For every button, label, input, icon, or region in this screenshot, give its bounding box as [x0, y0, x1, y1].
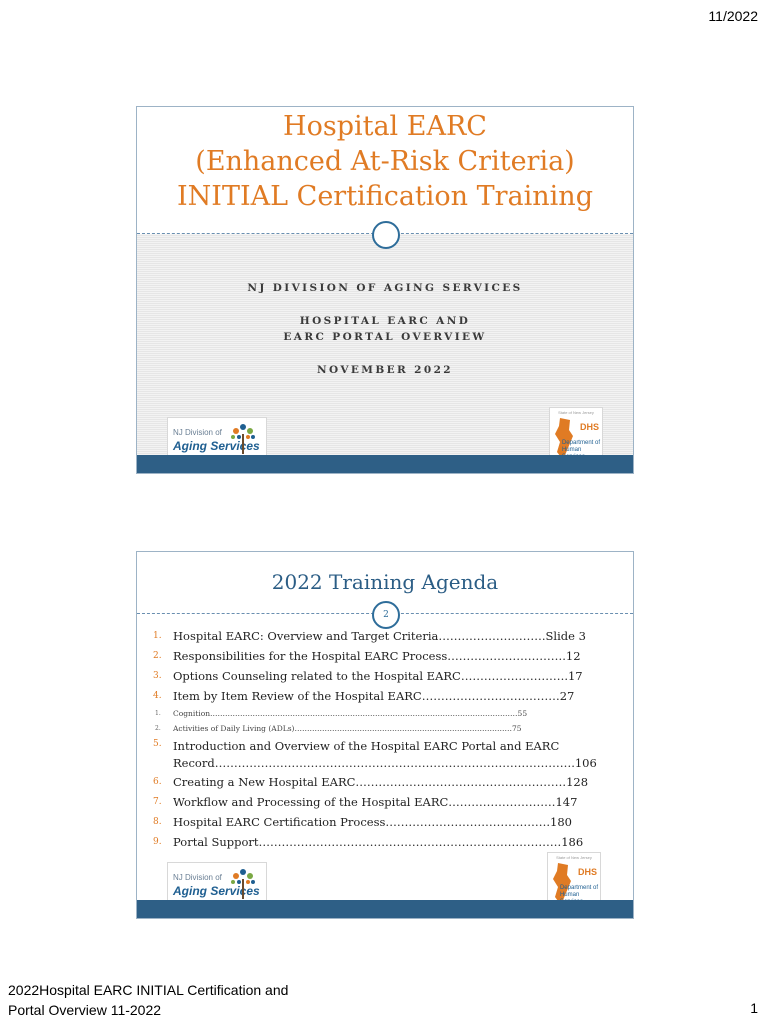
document-footer-title: [8, 980, 288, 1020]
subtitle-line-2: EARC PORTAL OVERVIEW: [283, 331, 487, 343]
agenda-item: [153, 686, 605, 706]
presentation-date: NOVEMBER 2022: [316, 364, 453, 376]
logo-text-1: NJ Division of: [173, 428, 222, 437]
subitem-text: Cognition……………………………………………………………………………………………………………55: [173, 709, 528, 718]
item-number: 2.: [153, 651, 162, 661]
item-text-line-1: Introduction and Overview of the Hospital EARC Portal and EARC: [173, 739, 560, 753]
item-text: Portal Support…………………………………………………………………….186: [173, 835, 584, 849]
logo-dept-line-2: Human: [559, 892, 580, 898]
item-text: Options Counseling related to the Hospital EARC……………………….17: [173, 669, 583, 683]
page-number: 1: [750, 1000, 758, 1016]
slide-title: [137, 109, 633, 214]
logo-text-2: Aging Services: [173, 439, 260, 453]
item-number: 6.: [153, 777, 162, 787]
logo-text-1: NJ Division of: [173, 873, 222, 882]
agenda-item: [153, 646, 605, 666]
slide-footer-bar: [137, 900, 633, 918]
item-number: 4.: [153, 691, 162, 701]
slide-footer-bar: [137, 455, 633, 473]
logo-brand-text: DHS: [577, 867, 597, 877]
agenda-subitem: [153, 721, 605, 736]
tree-icon: [228, 422, 258, 454]
page-date: 11/2022: [708, 8, 758, 24]
agenda-slide: [136, 551, 634, 919]
item-number: 7.: [153, 797, 162, 807]
title-line-2: (Enhanced At-Risk Criteria): [195, 146, 575, 177]
item-number: 1.: [153, 631, 162, 641]
footer-line-2: Portal Overview 11-2022: [8, 1002, 162, 1018]
agenda-item: [153, 736, 605, 772]
org-name: NJ DIVISION OF AGING SERVICES: [247, 282, 523, 294]
item-text: Responsibilities for the Hospital EARC Process………………………….12: [173, 649, 581, 663]
logo-brand-text: DHS: [579, 422, 599, 432]
logo-dept-line-2: Human: [561, 447, 582, 453]
logo-dept-line-1: Department of: [559, 885, 598, 891]
divider-circle-icon: [372, 221, 400, 249]
agenda-title: 2022 Training Agenda: [271, 570, 499, 594]
item-number: 3.: [153, 671, 162, 681]
agenda-list: [153, 626, 605, 852]
title-line-1: Hospital EARC: [283, 111, 487, 142]
item-number: 5.: [153, 739, 162, 749]
agenda-item: [153, 812, 605, 832]
agenda-item: [153, 666, 605, 686]
logo-state-text: State of New Jersey: [556, 855, 592, 860]
title-line-3: INITIAL Certification Training: [177, 181, 593, 212]
subtitle-line-1: HOSPITAL EARC AND: [299, 315, 471, 327]
subitem-number: 1.: [155, 710, 161, 717]
footer-line-1: 2022Hospital EARC INITIAL Certification and: [8, 982, 289, 998]
item-text: Item by Item Review of the Hospital EARC………………………………27: [173, 689, 575, 703]
item-text: Creating a New Hospital EARC……………………………………………….128: [173, 775, 589, 789]
item-number: 8.: [153, 817, 162, 827]
agenda-item: [153, 832, 605, 852]
slide-number-badge: 2: [372, 601, 400, 629]
agenda-subitem: [153, 706, 605, 721]
logo-dept-line-1: Department of: [561, 440, 600, 446]
item-number: 9.: [153, 837, 162, 847]
title-slide: [136, 106, 634, 474]
item-text: Workflow and Processing of the Hospital EARC……………………….147: [173, 795, 578, 809]
agenda-item: [153, 772, 605, 792]
logo-text-2: Aging Services: [173, 884, 260, 898]
subitem-number: 2.: [155, 725, 161, 732]
tree-icon: [228, 867, 258, 899]
agenda-item: [153, 626, 605, 646]
item-text-line-2: Record………………………………………………………………………………….106: [173, 756, 597, 770]
logo-state-text: State of New Jersey: [558, 410, 594, 415]
agenda-item: [153, 792, 605, 812]
subitem-text: Activities of Daily Living (ADLs)……………………………………………………………………………75: [173, 724, 522, 733]
item-text: Hospital EARC Certification Process…………………………………….180: [173, 815, 572, 829]
item-text: Hospital EARC: Overview and Target Criteria……………………….Slide 3: [173, 629, 586, 643]
